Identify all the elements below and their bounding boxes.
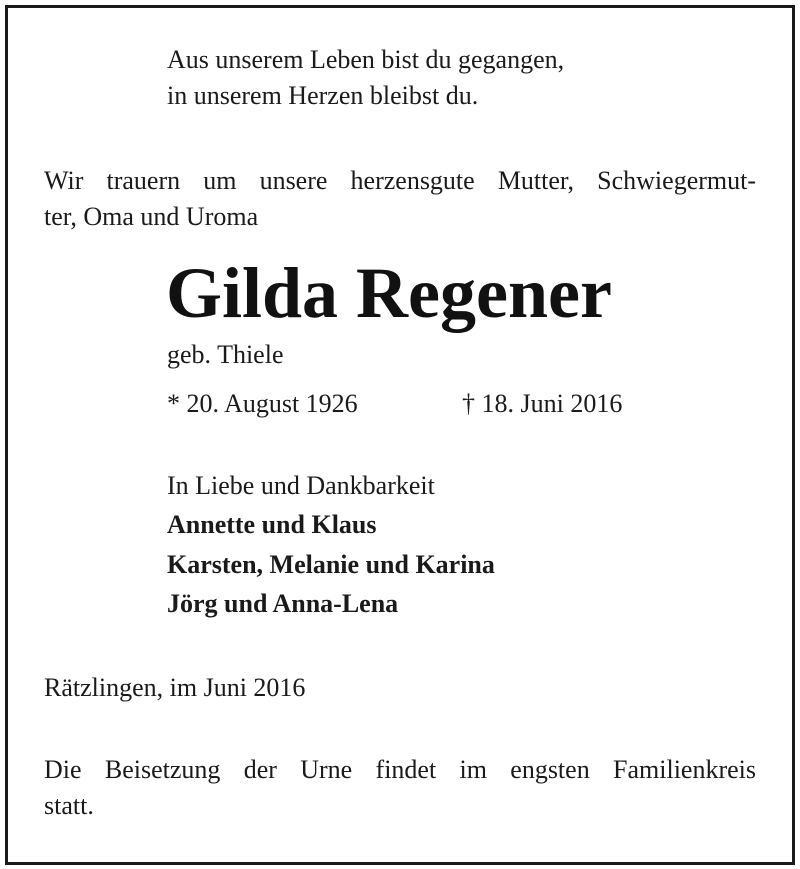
deceased-name: Gilda Regener [166, 253, 612, 333]
intro-line-1: Wir trauern um unsere herzensgute Mutter, Schwiegermut- [44, 166, 756, 195]
mourner-family: Karsten, Melanie und Karina [167, 550, 495, 579]
place-date: Rätzlingen, im Juni 2016 [44, 673, 306, 702]
maiden-name: geb. Thiele [167, 340, 284, 369]
mourner-family: Annette und Klaus [167, 510, 377, 539]
death-date: † 18. Juni 2016 [462, 389, 623, 418]
birth-date: * 20. August 1926 [167, 389, 358, 418]
obituary-frame [5, 5, 795, 865]
mourners-intro: In Liebe und Dankbarkeit [167, 471, 435, 500]
motto-line-1: Aus unserem Leben bist du gegangen, [167, 45, 565, 74]
burial-note-line-1: Die Beisetzung der Urne findet im engsten Familienkreis [44, 755, 756, 784]
mourner-family: Jörg und Anna-Lena [167, 589, 399, 618]
burial-note-line-2: statt. [44, 791, 94, 820]
intro-line-2: ter, Oma und Uroma [44, 202, 259, 231]
motto-line-2: in unserem Herzen bleibst du. [167, 81, 479, 110]
